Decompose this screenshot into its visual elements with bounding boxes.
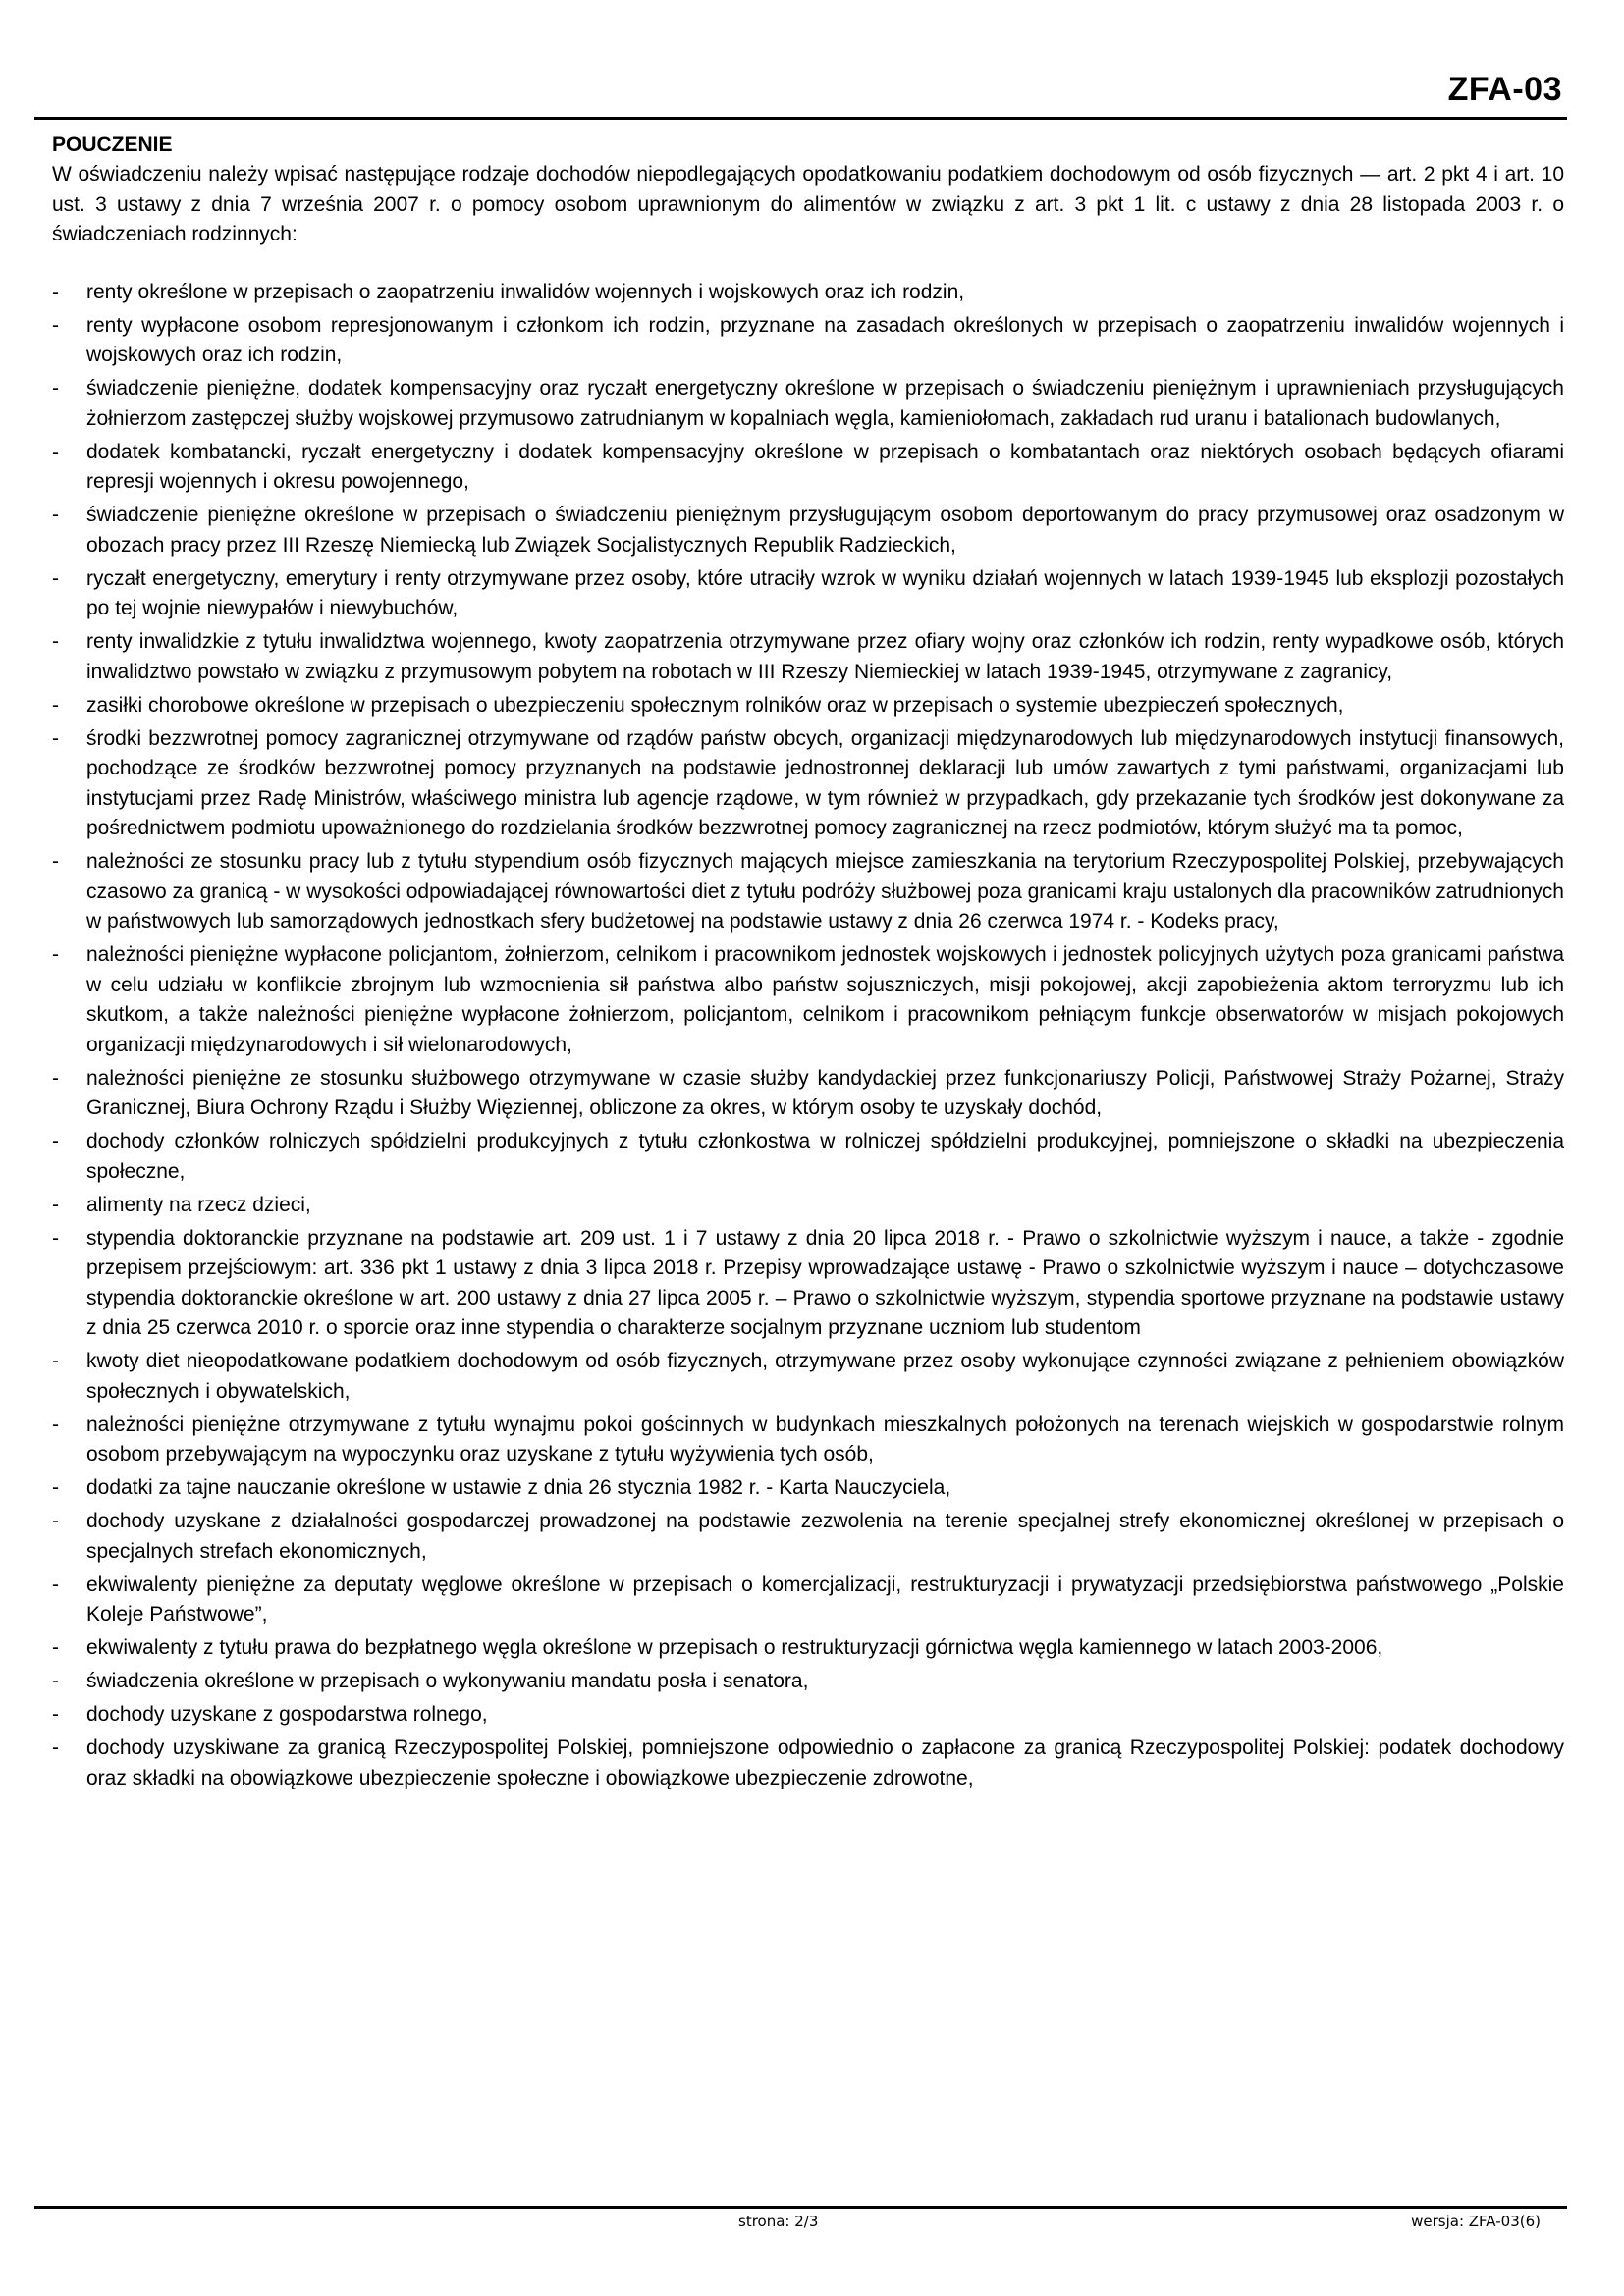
list-item-text: ekwiwalenty z tytułu prawa do bezpłatnego węgla określone w przepisach o restrukturyzacji górnictwa węgla kamiennego w latach 2003-2006, (86, 1636, 1383, 1659)
list-item (52, 940, 1564, 1060)
list-item-text: renty wypłacone osobom represjonowanym i członkom ich rodzin, przyznane na zasadach określonych w przepisach o zaopatrzeniu inwalidów wojennych i wojskowych oraz ich rodzin, (86, 313, 1564, 366)
bullet-dash-icon: - (52, 1066, 59, 1090)
bullet-dash-icon: - (52, 440, 59, 463)
list-item (52, 1734, 1564, 1793)
list-item (52, 311, 1564, 371)
list-item (52, 1224, 1564, 1344)
list-item-text: zasiłki chorobowe określone w przepisach o ubezpieczeniu społecznym rolników oraz w przepisach o systemie ubezpieczeń społecznych, (86, 693, 1344, 717)
list-item (52, 1507, 1564, 1567)
list-item (52, 564, 1564, 624)
list-item (52, 724, 1564, 844)
page-number: strona: 2/3 (738, 2213, 819, 2230)
bullet-dash-icon: - (52, 1476, 59, 1499)
list-item-text: świadczenie pieniężne określone w przepisach o świadczeniu pieniężnym przysługującym osobom deportowanym do pracy przymusowej oraz osadzonym w obozach pracy przez III Rzeszę Niemiecką lub Związek Socjalistycznych Republik Radzieckich, (86, 504, 1564, 557)
bullet-dash-icon: - (52, 726, 59, 750)
bullet-dash-icon: - (52, 1350, 59, 1372)
form-version: wersja: ZFA-03(6) (1411, 2213, 1541, 2230)
list-item-text: środki bezzwrotnej pomocy zagranicznej otrzymywane od rządów państw obcych, organizacji międzynarodowych lub międzynarodowych instytucji finansowych, pochodzące ze środków bezzwrotnej pomocy przyznanych na podstawie jednostronnej deklaracji lub umów zawartych z tymi państwami, organizacjami lub instytucjami przez Radę Ministrów, właściwego ministra lub agencje rządowe, w tym również w przypadkach, gdy przekazanie tych środków jest dokonywane za pośrednictwem podmiotu upoważnionego do rozdzielania środków bezzwrotnej pomocy zagranicznej na rzecz podmiotów, którym służyć ma ta pomoc, (86, 726, 1564, 839)
bullet-dash-icon: - (52, 1226, 59, 1250)
document-page (34, 0, 1567, 2296)
list-item-text: należności pieniężne wypłacone policjantom, żołnierzom, celnikom i pracownikom jednostek wojskowych i jednostek policyjnych użytych poza granicami państwa w celu udziału w konflikcie zbrojnym lub wzmocnienia sił państwa albo państw sojuszniczych, misji pokojowej, akcji zapobieżenia aktom terroryzmu lub ich skutkom, a także należności pieniężne wypłacone żołnierzom, policjantom, celnikom i pracownikom pełniącym funkcje obserwatorów w misjach pokojowych organizacji międzynarodowych i sił wielonarodowych, (86, 943, 1564, 1056)
list-item-text: należności pieniężne otrzymywane z tytułu wynajmu pokoi gościnnych w budynkach mieszkalnych położonych na terenach wiejskich w gospodarstwie rolnym osobom przebywającym na wypoczynku oraz uzyskane z tytułu wyżywienia tych osób, (86, 1413, 1564, 1466)
list-item (52, 1700, 1564, 1731)
list-item (52, 438, 1564, 498)
list-item-text: kwoty diet nieopodatkowane podatkiem dochodowym od osób fizycznych, otrzymywane przez osoby wykonujące czynności związane z pełnieniem obowiązków społecznych i obywatelskich, (86, 1350, 1564, 1403)
list-item-text: alimenty na rzecz dzieci, (86, 1193, 311, 1216)
bullet-dash-icon: - (52, 850, 59, 873)
list-item (52, 1473, 1564, 1504)
list-item (52, 1191, 1564, 1221)
bullet-dash-icon: - (52, 566, 59, 590)
list-item-text: należności pieniężne ze stosunku służbowego otrzymywane w czasie służby kandydackiej przez funkcjonariuszy Policji, Państwowej Straży Pożarnej, Straży Granicznej, Biura Ochrony Rządu i Służby Więziennej, obliczone za okres, w którym osoby te uzyskały dochód, (86, 1066, 1564, 1119)
section-title: POUCZENIE (52, 133, 173, 156)
bullet-dash-icon: - (52, 1670, 59, 1692)
bullet-dash-icon: - (52, 693, 59, 717)
bullet-dash-icon: - (52, 1573, 59, 1596)
list-item-text: dochody uzyskiwane za granicą Rzeczypospolitej Polskiej, pomniejszone odpowiednio o zapłacone za granicą Rzeczypospolitej Polskiej: podatek dochodowy oraz składki na obowiązkowe ubezpieczenie społeczne i obowiązkowe ubezpieczenie zdrowotne, (86, 1736, 1564, 1789)
instructions-section (52, 131, 1564, 1797)
bullet-dash-icon: - (52, 313, 59, 337)
bullet-dash-icon: - (52, 1636, 59, 1659)
form-code: ZFA-03 (1447, 71, 1562, 108)
footer-divider (34, 2206, 1567, 2209)
list-item-text: dochody uzyskane z gospodarstwa rolnego, (86, 1703, 488, 1726)
list-item (52, 1064, 1564, 1124)
bullet-dash-icon: - (52, 630, 59, 653)
list-item (52, 501, 1564, 561)
list-item (52, 1411, 1564, 1470)
list-item-text: dodatki za tajne nauczanie określone w ustawie z dnia 26 stycznia 1982 r. - Karta Nauczyciela, (86, 1476, 951, 1499)
bullet-dash-icon: - (52, 1130, 59, 1152)
list-item (52, 278, 1564, 308)
list-item-text: dochody członków rolniczych spółdzielni produkcyjnych z tytułu członkostwa w rolniczej spółdzielni produkcyjnej, pomniejszone o składki na ubezpieczenia społeczne, (86, 1130, 1564, 1183)
list-item-text: stypendia doktoranckie przyznane na podstawie art. 209 ust. 1 i 7 ustawy z dnia 20 lipca 2018 r. - Prawo o szkolnictwie wyższym i nauce, a także - zgodnie przepisem przejściowym: art. 336 pkt 1 ustawy z dnia 3 lipca 2018 r. Przepisy wprowadzające ustawę - Prawo o szkolnictwie wyższym i nauce – dotychczasowe stypendia doktoranckie określone w art. 200 ustawy z dnia 27 lipca 2005 r. – Prawo o szkolnictwie wyższym, stypendia sportowe przyznane na podstawie ustawy z dnia 25 czerwca 2010 r. o sporcie oraz inne stypendia o charakterze socjalnym przyznane uczniom lub studentom (86, 1226, 1564, 1339)
list-item-text: należności ze stosunku pracy lub z tytułu stypendium osób fizycznych mających miejsce zamieszkania na terytorium Rzeczypospolitej Polskiej, przebywających czasowo za granicą - w wysokości odpowiadającej równowartości diet z tytułu podróży służbowej poza granicami kraju ustalonych dla pracowników zatrudnionych w państwowych lub samorządowych jednostkach sfery budżetowej na podstawie ustawy z dnia 26 czerwca 1974 r. - Kodeks pracy, (86, 850, 1564, 933)
list-item (52, 847, 1564, 937)
list-item (52, 627, 1564, 687)
intro-paragraph: W oświadczeniu należy wpisać następujące rodzaje dochodów niepodlegających opodatkowaniu podatkiem dochodowym od osób fizycznych — art. 2 pkt 4 i art. 10 ust. 3 ustawy z dnia 7 września 2007 r. o pomocy osobom uprawnionym do alimentów w związku z art. 3 pkt 1 lit. c ustawy z dnia 28 listopada 2003 r. o świadczeniach rodzinnych: (52, 163, 1564, 245)
bullet-dash-icon: - (52, 943, 59, 966)
list-item-text: renty inwalidzkie z tytułu inwalidztwa wojennego, kwoty zaopatrzenia otrzymywane przez ofiary wojny oraz członków ich rodzin, renty wypadkowe osób, których inwalidztwo powstało w związku z przymusowym pobytem na robotach w III Rzeszy Niemieckiej w latach 1939-1945, otrzymywane z zagranicy, (86, 630, 1564, 683)
list-item (52, 1633, 1564, 1664)
list-item-text: dodatek kombatancki, ryczałt energetyczny i dodatek kompensacyjny określone w przepisach o kombatantach oraz niektórych osobach będących ofiarami represji wojennych i okresu powojennego, (86, 440, 1564, 493)
list-item-text: świadczenia określone w przepisach o wykonywaniu mandatu posła i senatora, (86, 1670, 809, 1692)
list-item-text: dochody uzyskane z działalności gospodarczej prowadzonej na podstawie zezwolenia na terenie specjalnej strefy ekonomicznej określonej w przepisach o specjalnych strefach ekonomicznych, (86, 1510, 1564, 1563)
list-item (52, 1667, 1564, 1697)
list-item (52, 374, 1564, 434)
bullet-dash-icon: - (52, 1703, 59, 1726)
list-item (52, 1127, 1564, 1187)
list-item (52, 691, 1564, 721)
income-types-list (52, 278, 1564, 1794)
list-item (52, 1571, 1564, 1630)
list-item-text: ekwiwalenty pieniężne za deputaty węglowe określone w przepisach o komercjalizacji, restrukturyzacji i prywatyzacji przedsiębiorstwa państwowego „Polskie Koleje Państwowe”, (86, 1573, 1564, 1626)
bullet-dash-icon: - (52, 1736, 59, 1759)
list-item-text: renty określone w przepisach o zaopatrzeniu inwalidów wojennych i wojskowych oraz ich rodzin, (86, 280, 965, 303)
bullet-dash-icon: - (52, 377, 59, 400)
list-item-text: ryczałt energetyczny, emerytury i renty otrzymywane przez osoby, które utraciły wzrok w wyniku działań wojennych w latach 1939-1945 lub eksplozji pozostałych po tej wojnie niewypałów i niewybuchów, (86, 566, 1564, 619)
bullet-dash-icon: - (52, 280, 59, 303)
list-item (52, 1347, 1564, 1407)
header-divider (34, 117, 1567, 120)
bullet-dash-icon: - (52, 1413, 59, 1436)
list-item-text: świadczenie pieniężne, dodatek kompensacyjny oraz ryczałt energetyczny określone w przepisach o świadczeniu pieniężnym i uprawnieniach przysługujących żołnierzom zastępczej służby wojskowej przymusowo zatrudnianym w kopalniach węgla, kamieniołomach, zakładach rud uranu i batalionach budowlanych, (86, 377, 1564, 430)
bullet-dash-icon: - (52, 1193, 59, 1216)
bullet-dash-icon: - (52, 504, 59, 526)
bullet-dash-icon: - (52, 1510, 59, 1532)
